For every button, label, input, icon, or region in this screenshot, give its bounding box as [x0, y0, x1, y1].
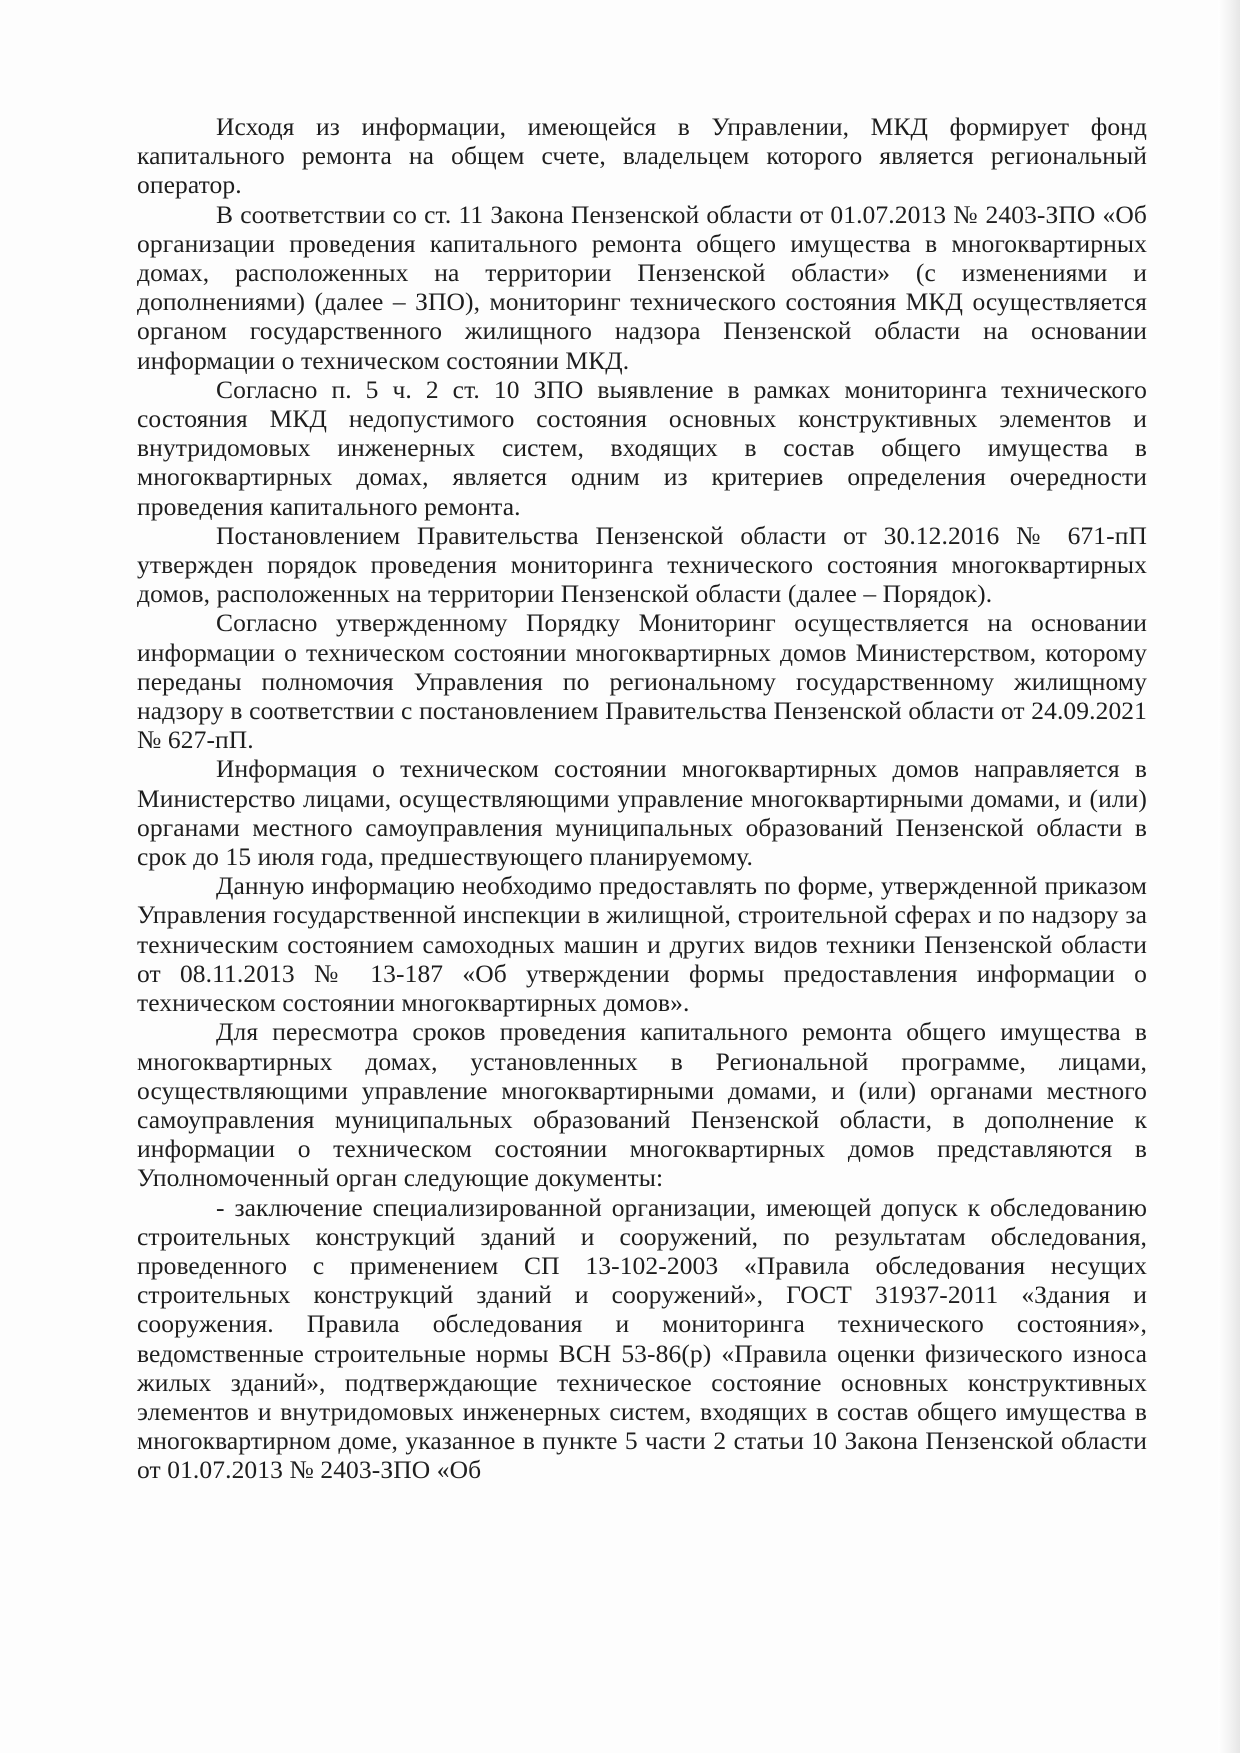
scan-edge-shadow: [1218, 0, 1240, 1753]
paragraph-submission-form: Данную информацию необходимо предоставлять по форме, утвержденной приказом Управления государственной инспекции в жилищной, строительной сферах и по надзору за техническим состоянием самоходных машин и других видов техники Пензенской области от 08.11.2013 № 13-187 «Об утверждении формы предоставления информации о техническом состоянии многоквартирных домов».: [137, 871, 1147, 1018]
paragraph-schedule-revision: Для пересмотра сроков проведения капитального ремонта общего имущества в многоквартирных домах, установленных в Региональной программе, лицами, осуществляющими управление многоквартирными домами, и (или) органами местного самоуправления муниципальных образований Пензенской области, в дополнение к информации о техническом состоянии многоквартирных домов представляются в Уполномоченный орган следующие документы:: [137, 1017, 1147, 1193]
list-item-specialized-conclusion: - заключение специализированной организации, имеющей допуск к обследованию строительных конструкций зданий и сооружений, по результатам обследования, проведенного с применением СП 13-102-2003 «Правила обследования несущих строительных конструкций зданий и сооружений», ГОСТ 31937-2011 «Здания и сооружения. Правила обследования и мониторинга технического состояния», ведомственные строительные нормы ВСН 53-86(р) «Правила оценки физического износа жилых зданий», подтверждающие техническое состояние основных конструктивных элементов и внутридомовых инженерных систем, входящих в состав общего имущества в многоквартирном доме, указанное в пункте 5 части 2 статьи 10 Закона Пензенской области от 01.07.2013 № 2403-ЗПО «Об: [137, 1192, 1147, 1485]
document-body: [137, 112, 1147, 1485]
paragraph-information-submission: Информация о техническом состоянии многоквартирных домов направляется в Министерство лицами, осуществляющими управление многоквартирными домами, и (или) органами местного самоуправления муниципальных образований Пензенской области в срок до 15 июля года, предшествующего планируемому.: [137, 754, 1147, 872]
paragraph-government-resolution: Постановлением Правительства Пензенской области от 30.12.2016 № 671-пП утвержден порядок проведения мониторинга технического состояния многоквартирных домов, расположенных на территории Пензенской области (далее – Порядок).: [137, 520, 1147, 609]
paragraph-fund-formation: Исходя из информации, имеющейся в Управлении, МКД формирует фонд капитального ремонта на общем счете, владельцем которого является региональный оператор.: [137, 112, 1147, 200]
paragraph-priority-criteria: Согласно п. 5 ч. 2 ст. 10 ЗПО выявление в рамках мониторинга технического состояния МКД недопустимого состояния основных конструктивных элементов и внутридомовых инженерных систем, входящих в состав общего имущества в многоквартирных домах, является одним из критериев определения очередности проведения капитального ремонта.: [137, 374, 1147, 521]
paragraph-monitoring-law: В соответствии со ст. 11 Закона Пензенской области от 01.07.2013 № 2403-ЗПО «Об организации проведения капитального ремонта общего имущества в многоквартирных домах, расположенных на территории Пензенской области» (с изменениями и дополнениями) (далее – ЗПО), мониторинг технического состояния МКД осуществляется органом государственного жилищного надзора Пензенской области на основании информации о техническом состоянии МКД.: [137, 199, 1147, 375]
paragraph-monitoring-procedure: Согласно утвержденному Порядку Мониторинг осуществляется на основании информации о техническом состоянии многоквартирных домов Министерством, которому переданы полномочия Управления по региональному государственному жилищному надзору в соответствии с постановлением Правительства Пензенской области от 24.09.2021 № 627-пП.: [137, 608, 1147, 755]
